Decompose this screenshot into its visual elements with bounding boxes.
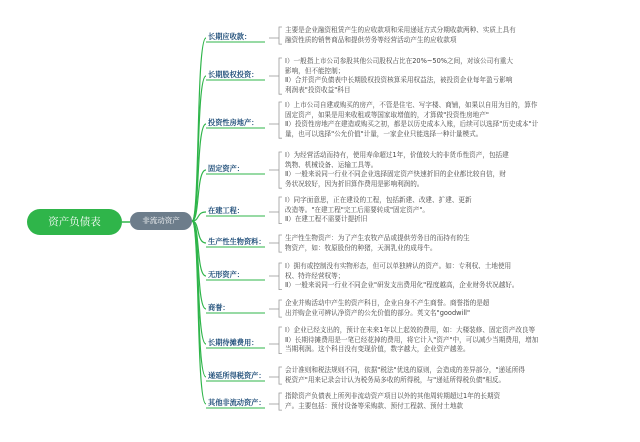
item-label-deferred-tax-assets[interactable]: 递延所得税资产： <box>208 371 266 380</box>
item-label-goodwill[interactable]: 商誉： <box>208 303 230 312</box>
desc-bracket-4 <box>279 197 282 224</box>
desc-bracket-7 <box>279 300 282 317</box>
desc-bracket-3 <box>279 152 282 188</box>
desc-bracket-8 <box>279 327 282 354</box>
root-node[interactable]: 资产负债表 <box>27 209 122 235</box>
desc-bracket-5 <box>279 235 282 252</box>
item-label-fixed-assets[interactable]: 固定资产： <box>208 164 244 173</box>
item-desc-productive-biological-assets: 生产性生物资产：为了产生农牧产品或提供劳务目的而持有的生 物资产，如：牧原股份的种猪，天润乳业的成母牛。 <box>285 234 470 252</box>
item-label-long-term-equity-investment[interactable]: 长期股权投资： <box>208 70 259 79</box>
desc-bracket-0 <box>279 27 282 44</box>
item-label-productive-biological-assets[interactable]: 生产性生物资料： <box>208 237 266 246</box>
item-label-long-term-prepaid-expenses[interactable]: 长期待摊费用： <box>208 338 259 347</box>
item-desc-long-term-equity-investment: Ⅰ）一般指上市公司参股其他公司股权占比在20%~50%之间，对该公司有重大 影响，但不能控制； Ⅱ）合并资产负债表中长期股权投资核算采用权益法，被投资企业每年盈亏影响 利润表"投资收益"科目 <box>285 57 513 94</box>
item-desc-intangible-assets: Ⅰ）拥有或控制没有实物形态，但可以单独辨认的资产。如：专利权、土地使用 权、特许经营权等； Ⅱ）一般来说同一行业不同企业"研发支出费用化"程度越高，企业财务状况越好。 <box>285 262 519 290</box>
item-label-intangible-assets[interactable]: 无形资产： <box>208 270 244 279</box>
desc-bracket-1 <box>279 58 282 94</box>
item-desc-fixed-assets: Ⅰ）为经营活动而持有，使用寿命超过1年，价值较大的非货币性资产，包括建 筑物、机械设备、运输工具等。 Ⅱ）一般来说同一行业不同企业选择固定资产快速折旧的企业都比较自信，财 务状况较好，因为折旧算作费用是影响利润的。 <box>285 151 509 188</box>
item-label-investment-property[interactable]: 投资性房地产： <box>208 118 259 127</box>
item-desc-long-term-receivables: 主要是企业融资租赁产生的应收款项和采用递延方式分期收款两种、实质上具有 融资性质的销售商品和提供劳务等经营活动产生的应收款项 <box>285 26 516 44</box>
item-desc-goodwill: 企业并购活动中产生的资产科目，企业自身不产生商誉。商誉指的是超 出并购企业可辨认净资产的公允价值的部分。英文名"goodwill" <box>285 299 490 317</box>
item-desc-long-term-prepaid-expenses: Ⅰ）企业已经支出的，预计在未来1年以上起效的费用，如：大楼装修、固定资产改良等 Ⅱ）长期待摊费用是一笔已经花掉的费用，将它计入"资产"中，可以减少当期费用，增加 当期利润。这个科目没有变现价值，数字越大，企业资产越差。 <box>285 326 539 354</box>
item-label-construction-in-progress[interactable]: 在建工程： <box>208 206 244 215</box>
item-label-long-term-receivables[interactable]: 长期应收款： <box>208 32 252 41</box>
item-desc-deferred-tax-assets: 会计准则和税法规则不同，依据"税法"优选的原则，会造成的差异部分，"递延所得 税资产"用来记录会计认为税务局多收的所得税，与"递延所得税负债"相反。 <box>285 366 525 384</box>
item-desc-construction-in-progress: Ⅰ）同字面意思，正在建设的工程，包括新建、改建、扩建、更新 改造等。"在建工程"完工后需要转成"固定资产"。 Ⅱ）在建工程不需要计提折旧 <box>285 196 472 224</box>
branch-node[interactable]: 非流动资产 <box>130 212 192 230</box>
desc-bracket-9 <box>279 367 282 384</box>
desc-bracket-10 <box>279 393 282 410</box>
desc-bracket-2 <box>279 102 282 138</box>
item-desc-other-non-current-assets: 指除资产负债表上所列非流动资产项目以外的其他周转期超过1年的长期资 产。主要包括：预付设备等采购款、预付工程款、预付土地款 <box>285 392 501 410</box>
desc-bracket-6 <box>279 263 282 290</box>
item-label-other-non-current-assets[interactable]: 其他非流动资产： <box>208 398 266 407</box>
item-desc-investment-property: Ⅰ）上市公司自建或购买的房产，不管是住宅、写字楼、商铺，如果以自用为目的，算作 固定资产，如果是用来收租或等国家取增值的，才算做"投资性房地产" Ⅱ）投资性房地产在建造或购买之初，都是以历史成本入账，后续可以选择"历史成本"计 量，也可以选择"公允价值"计量，一家企业只能选择一种计量模式。 <box>285 101 539 138</box>
